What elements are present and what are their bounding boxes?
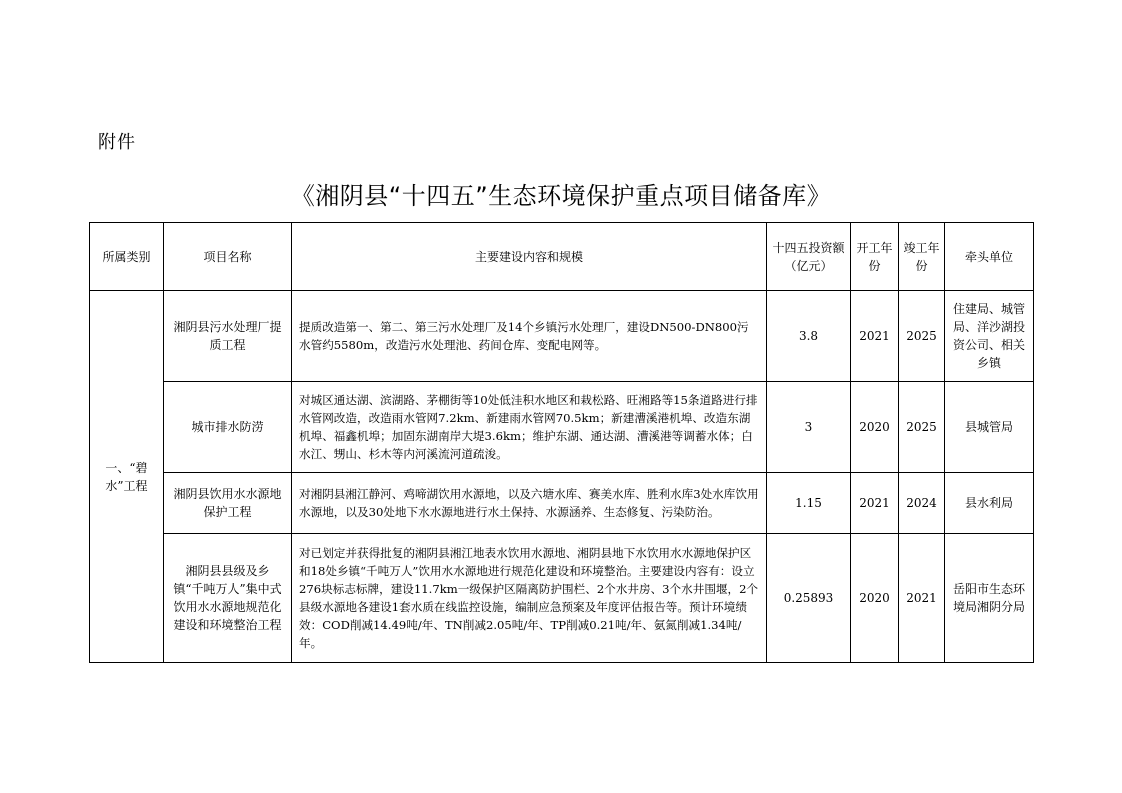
- investment-cell: 3: [767, 382, 851, 473]
- header-start-year: 开工年份: [851, 223, 899, 291]
- start-year-cell: 2021: [851, 291, 899, 382]
- lead-unit-cell: 县城管局: [945, 382, 1034, 473]
- lead-unit-cell: 岳阳市生态环境局湘阴分局: [945, 534, 1034, 663]
- lead-unit-cell: 住建局、城管局、洋沙湖投资公司、相关乡镇: [945, 291, 1034, 382]
- content-cell: 对已划定并获得批复的湘阴县湘江地表水饮用水源地、湘阴县地下水饮用水水源地保护区和18处乡镇“千吨万人”饮用水水源地进行规范化建设和环境整治。主要建设内容有：设立276块标志标牌，建设11.7km一级保护区隔离防护围栏、2个水井房、3个水井围堰，2个县级水源地各建设1套水质在线监控设施，编制应急预案及年度评估报告等。预计环境绩效：COD削减14.49吨/年、TN削减2.05吨/年、TP削减0.21吨/年、氨氮削减1.34吨/年。: [292, 534, 767, 663]
- end-year-cell: 2025: [899, 291, 945, 382]
- table-row: [90, 382, 1034, 473]
- content-cell: 对城区通达湖、滨湖路、茅棚街等10处低洼积水地区和栽松路、旺湘路等15条道路进行排水管网改造，改造雨水管网7.2km、新建雨水管网70.5km；新建漕溪港机埠、改造东湖机埠、福鑫机埠；加固东湖南岸大堤3.6km；维护东湖、通达湖、漕溪港等调蓄水体；白水江、甥山、杉木等内河溪流河道疏浚。: [292, 382, 767, 473]
- table-row: [90, 534, 1034, 663]
- investment-cell: 1.15: [767, 473, 851, 534]
- category-cell: 一、“碧水”工程: [90, 291, 164, 663]
- start-year-cell: 2021: [851, 473, 899, 534]
- investment-cell: 3.8: [767, 291, 851, 382]
- end-year-cell: 2021: [899, 534, 945, 663]
- lead-unit-cell: 县水利局: [945, 473, 1034, 534]
- table-row: [90, 473, 1034, 534]
- document-title: 《湘阴县“十四五”生态环境保护重点项目储备库》: [290, 182, 832, 210]
- header-category: 所属类别: [90, 223, 164, 291]
- header-lead-unit: 牵头单位: [945, 223, 1034, 291]
- end-year-cell: 2025: [899, 382, 945, 473]
- project-name-cell: 湘阴县县级及乡镇“千吨万人”集中式饮用水水源地规范化建设和环境整治工程: [164, 534, 292, 663]
- attachment-label: 附件: [98, 132, 136, 153]
- start-year-cell: 2020: [851, 382, 899, 473]
- project-name-cell: 湘阴县污水处理厂提质工程: [164, 291, 292, 382]
- content-cell: 提质改造第一、第二、第三污水处理厂及14个乡镇污水处理厂，建设DN500-DN800污水管约5580m，改造污水处理池、药间仓库、变配电网等。: [292, 291, 767, 382]
- header-end-year: 竣工年份: [899, 223, 945, 291]
- investment-cell: 0.25893: [767, 534, 851, 663]
- project-name-cell: 城市排水防涝: [164, 382, 292, 473]
- header-content: 主要建设内容和规模: [292, 223, 767, 291]
- table-header-row: [90, 223, 1034, 291]
- project-table: [89, 222, 1034, 663]
- project-name-cell: 湘阴县饮用水水源地保护工程: [164, 473, 292, 534]
- end-year-cell: 2024: [899, 473, 945, 534]
- header-project-name: 项目名称: [164, 223, 292, 291]
- content-cell: 对湘阴县湘江静河、鸡啼湖饮用水源地，以及六塘水库、赛美水库、胜利水库3处水库饮用水源地，以及30处地下水水源地进行水土保持、水源涵养、生态修复、污染防治。: [292, 473, 767, 534]
- start-year-cell: 2020: [851, 534, 899, 663]
- header-investment: 十四五投资额（亿元）: [767, 223, 851, 291]
- table-row: [90, 291, 1034, 382]
